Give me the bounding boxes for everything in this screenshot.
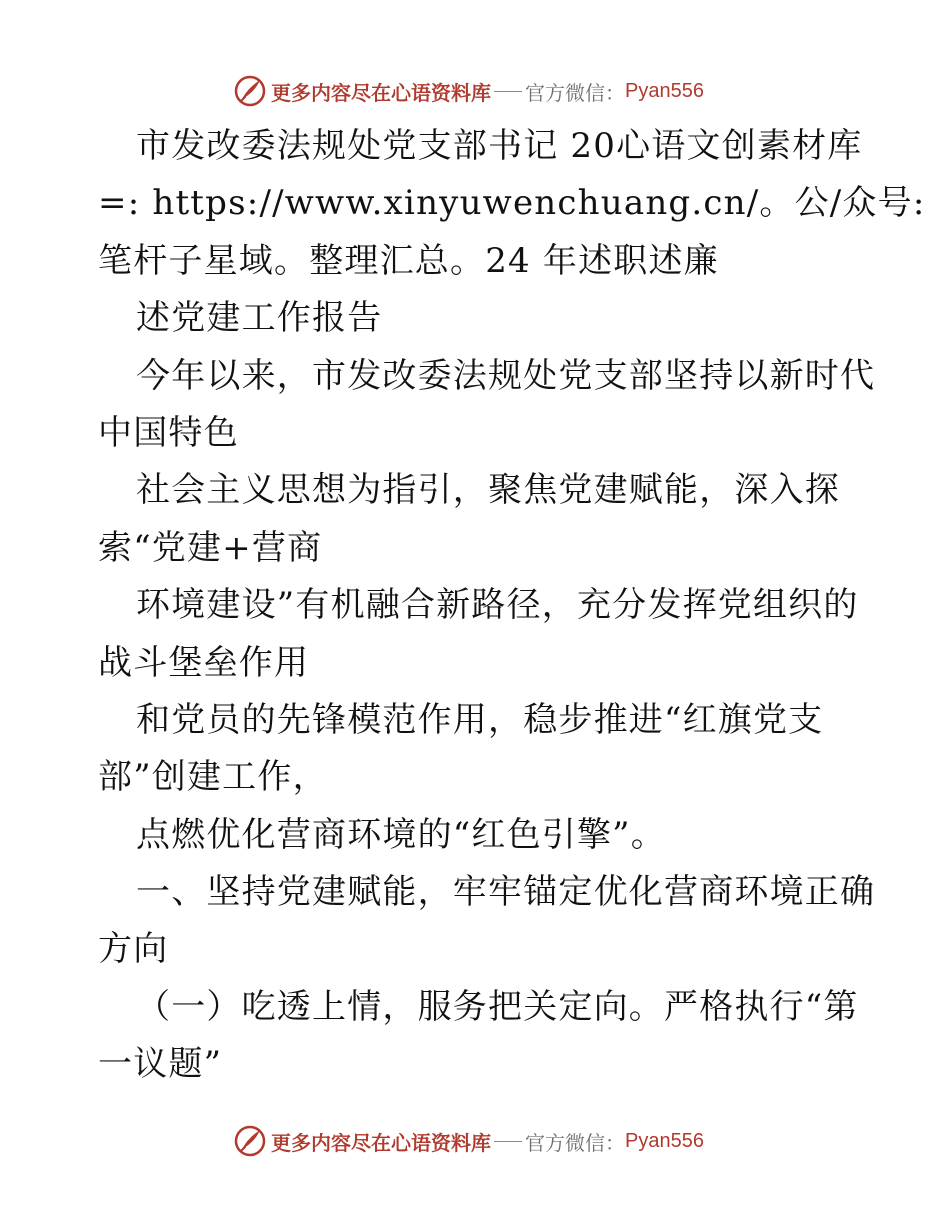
watermark-dash: [494, 91, 522, 92]
text-line: 点燃优化营商环境的“红色引擎”。: [136, 814, 666, 855]
watermark-official-label: 官方微信：: [525, 1130, 625, 1155]
quill-pen-logo-icon: [233, 1124, 267, 1158]
text-line: 中国特色: [98, 412, 239, 453]
header-watermark: [233, 74, 704, 108]
watermark-dash: [494, 1141, 522, 1142]
section-heading-line: 方向: [98, 929, 169, 970]
text-line: 部”创建工作，: [98, 757, 328, 798]
text-line: 笔杆子星域。整理汇总。24 年述职述廉: [98, 240, 719, 281]
footer-watermark: [233, 1124, 704, 1158]
text-line: 一议题”: [98, 1044, 223, 1085]
text-line: （一）吃透上情，服务把关定向。严格执行“第: [136, 986, 859, 1027]
text-line: 索“党建+营商: [98, 527, 323, 568]
text-line: 市发改委法规处党支部书记 20心语文创素材库: [136, 126, 863, 166]
document-body: [98, 118, 926, 1094]
section-heading-line: 一、坚持党建赋能，牢牢锚定优化营商环境正确: [136, 872, 876, 913]
text-line: 和党员的先锋模范作用，稳步推进“红旗党支: [136, 699, 824, 740]
watermark-official-label: 官方微信：: [525, 80, 625, 105]
watermark-wechat-id: Pyan556: [625, 1129, 704, 1152]
text-line: 社会主义思想为指引，聚焦党建赋能，深入探: [136, 470, 840, 511]
watermark-text: 更多内容尽在心语资料库: [271, 80, 491, 105]
text-line: 今年以来，市发改委法规处党支部坚持以新时代: [136, 355, 876, 396]
watermark-text: 更多内容尽在心语资料库: [271, 1130, 491, 1155]
quill-pen-logo-icon: [233, 74, 267, 108]
text-line: =: https://www.xinyuwenchuang.cn/。公/众号:: [98, 183, 926, 224]
watermark-wechat-id: Pyan556: [625, 79, 704, 102]
text-line: 述党建工作报告: [136, 298, 383, 339]
text-line: 战斗堡垒作用: [98, 642, 310, 683]
text-line: 环境建设”有机融合新路径，充分发挥党组织的: [136, 585, 859, 626]
